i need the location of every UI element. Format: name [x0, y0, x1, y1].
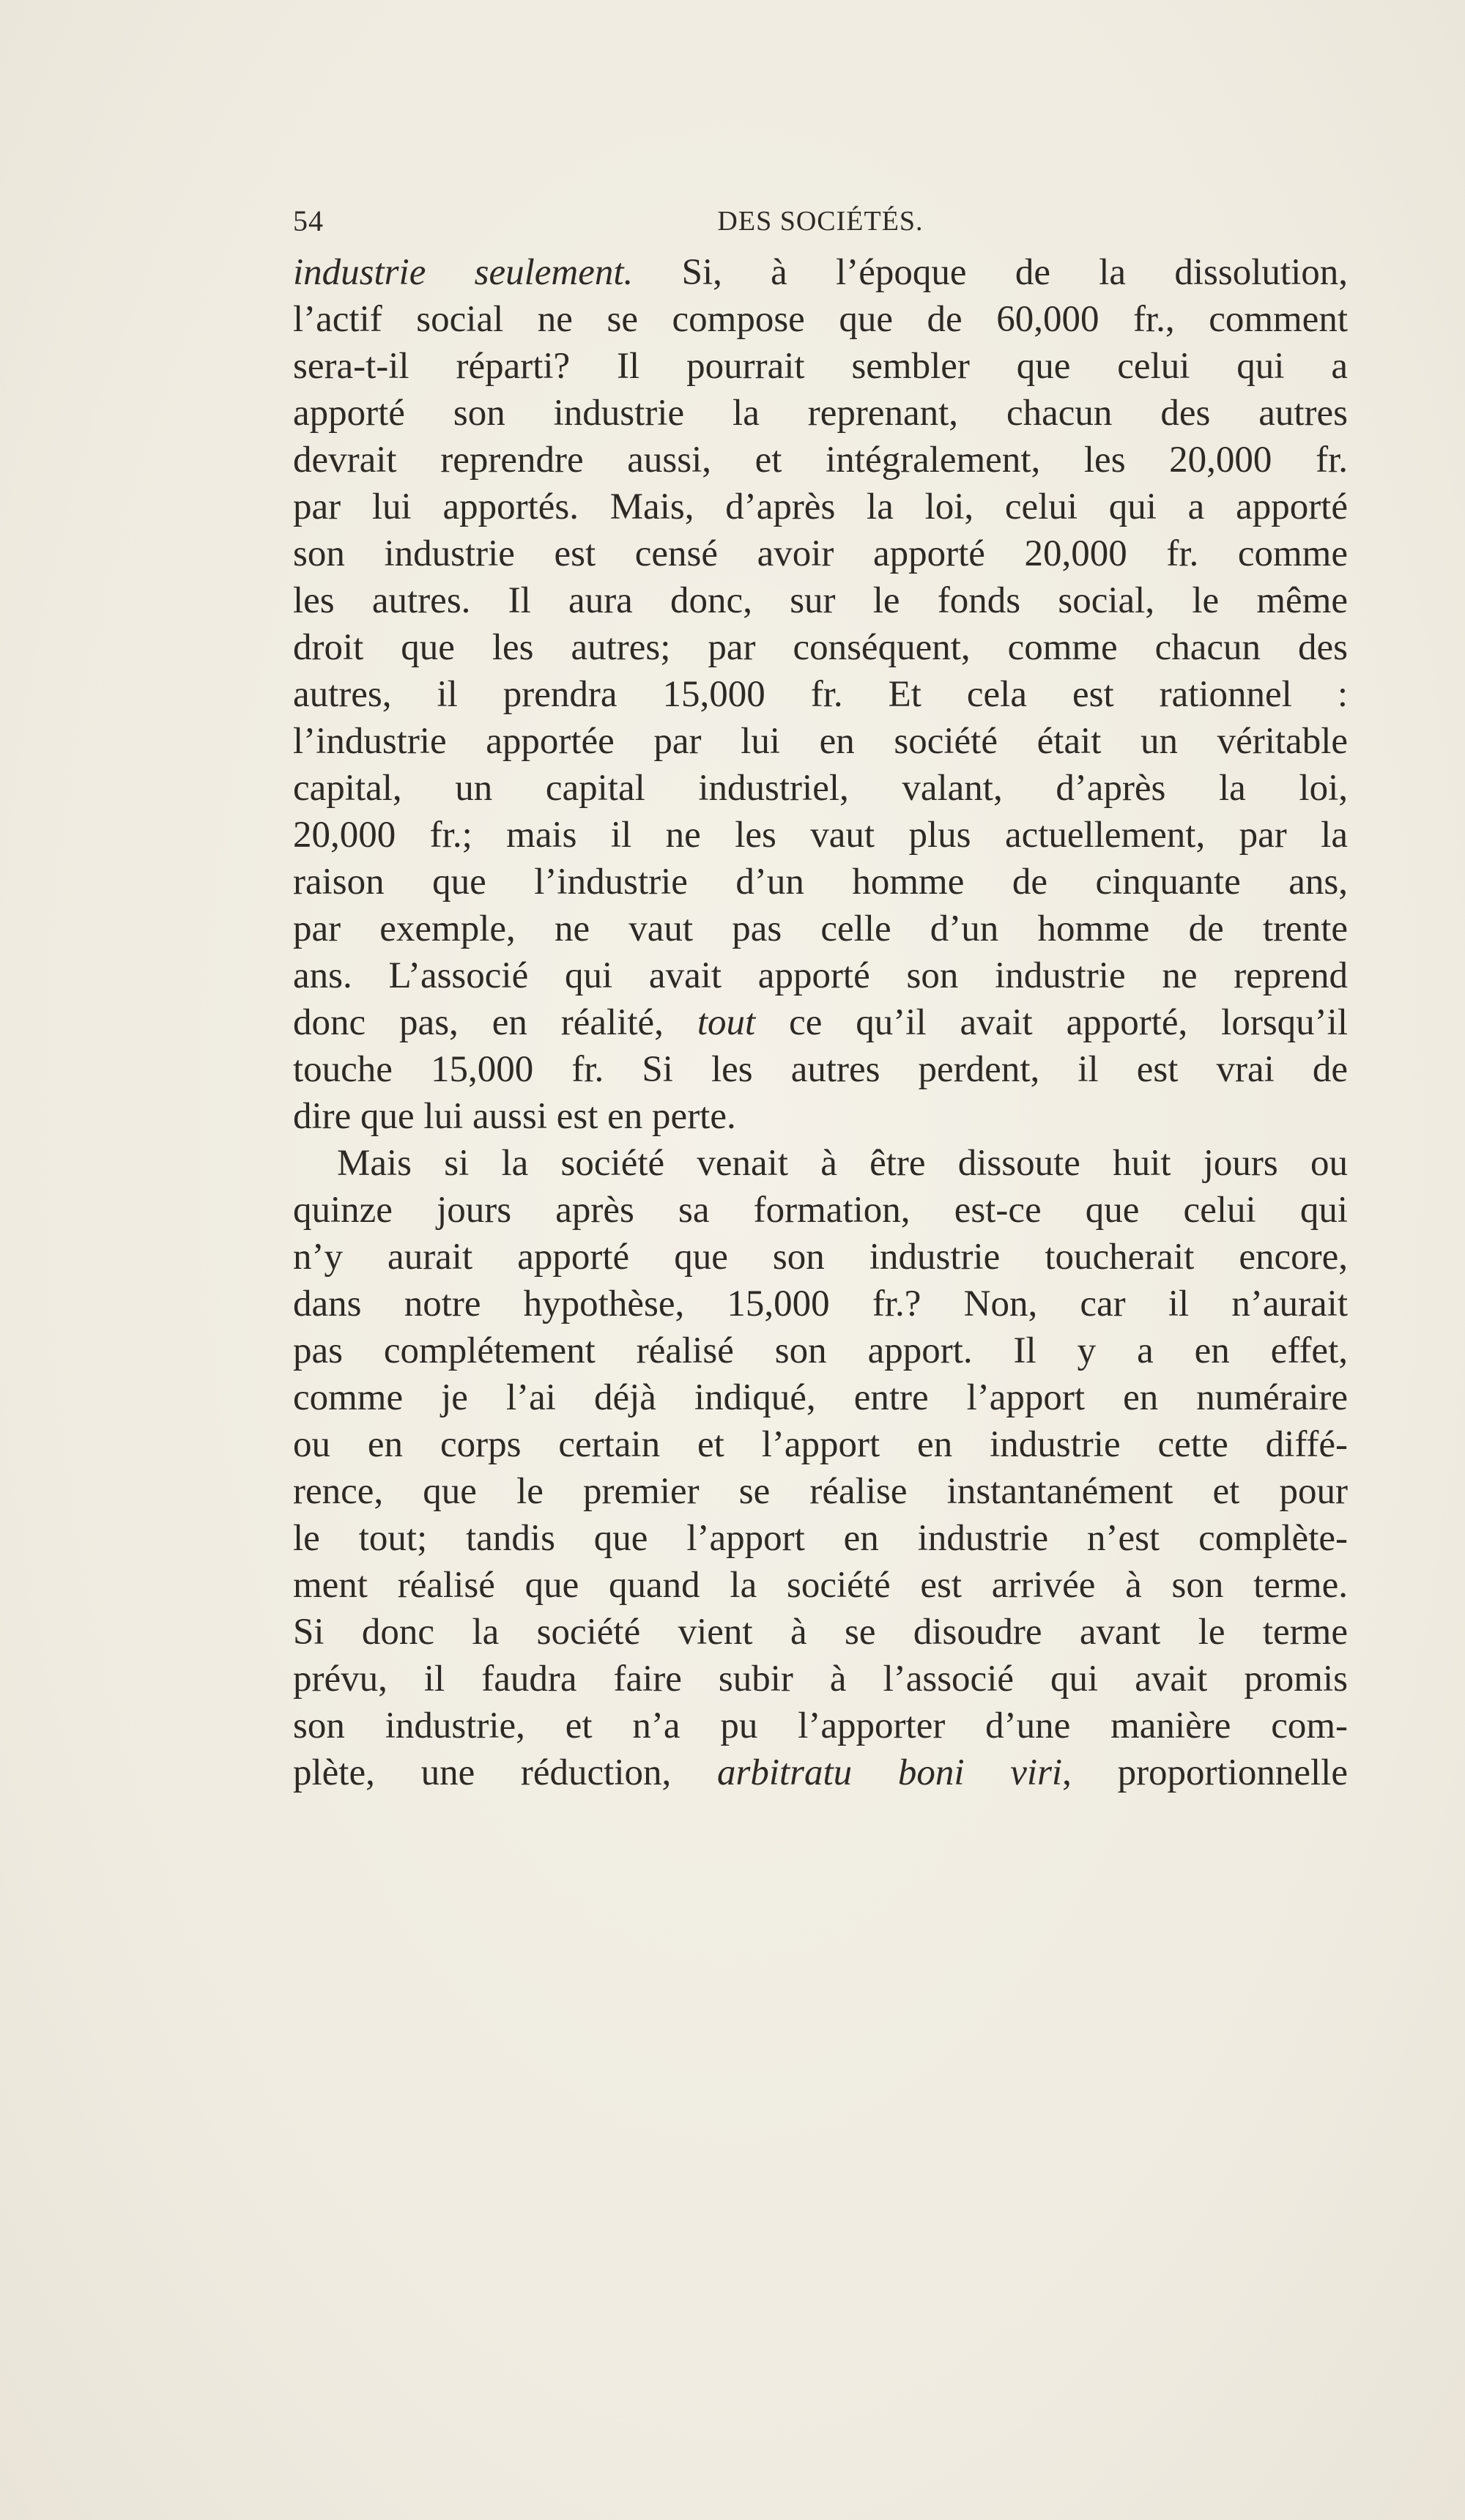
text-line: ans. L’associé qui avait apporté son industrie ne reprend — [293, 955, 1348, 996]
text-line: sera-t-il réparti? Il pourrait sembler que celui qui a — [293, 346, 1348, 387]
italic-text: industrie seulement. — [293, 252, 634, 293]
text-line: n’y aurait apporté que son industrie toucherait encore, — [293, 1237, 1348, 1278]
text-block — [293, 190, 1348, 1796]
paragraph-2 — [293, 1140, 1348, 1796]
paragraph-1 — [293, 249, 1348, 1140]
text-line: dire que lui aussi est en perte. — [293, 1096, 736, 1137]
text-line: prévu, il faudra faire subir à l’associé qui avait promis — [293, 1659, 1348, 1700]
text-line: les autres. Il aura donc, sur le fonds social, le même — [293, 580, 1348, 621]
page-number: 54 — [293, 204, 324, 237]
text-line: dans notre hypothèse, 15,000 fr.? Non, car il n’aurait — [293, 1283, 1348, 1324]
text-line: Mais si la société venait à être dissoute huit jours ou — [337, 1143, 1348, 1184]
text-line: donc pas, en réalité, tout ce qu’il avait apporté, lorsqu’il — [293, 1002, 1348, 1043]
italic-text: tout — [697, 1002, 756, 1043]
text-line: droit que les autres; par conséquent, comme chacun des — [293, 627, 1348, 668]
running-header — [293, 190, 1348, 249]
text-line: Si donc la société vient à se disoudre avant le terme — [293, 1612, 1348, 1653]
text-line: 20,000 fr.; mais il ne les vaut plus actuellement, par la — [293, 815, 1348, 856]
text-line: raison que l’industrie d’un homme de cinquante ans, — [293, 861, 1348, 903]
text-line: son industrie, et n’a pu l’apporter d’une manière com- — [293, 1705, 1348, 1746]
text-line: quinze jours après sa formation, est-ce que celui qui — [293, 1190, 1348, 1231]
text-line: l’actif social ne se compose que de 60,000 fr., comment — [293, 299, 1348, 340]
text-line: pas complétement réalisé son apport. Il y a en effet, — [293, 1330, 1348, 1371]
running-title: DES SOCIÉTÉS. — [717, 206, 924, 237]
text-line: ou en corps certain et l’apport en industrie cette diffé- — [293, 1424, 1348, 1465]
text-line: comme je l’ai déjà indiqué, entre l’apport en numéraire — [293, 1377, 1348, 1418]
text-line: par exemple, ne vaut pas celle d’un homme de trente — [293, 908, 1348, 949]
text-line: capital, un capital industriel, valant, d’après la loi, — [293, 768, 1348, 809]
italic-text: arbitratu boni viri — [716, 1752, 1063, 1793]
text-line: apporté son industrie la reprenant, chacun des autres — [293, 393, 1348, 434]
text-line: plète, une réduction, arbitratu boni viri, proportionnelle — [293, 1752, 1348, 1793]
text-line: industrie seulement. Si, à l’époque de la dissolution, — [293, 252, 1348, 293]
text-line: l’industrie apportée par lui en société était un véritable — [293, 721, 1348, 762]
text-line: rence, que le premier se réalise instantanément et pour — [293, 1471, 1348, 1512]
text-line: ment réalisé que quand la société est arrivée à son terme. — [293, 1565, 1348, 1606]
text-line: autres, il prendra 15,000 fr. Et cela est rationnel : — [293, 674, 1348, 715]
text-line: par lui apportés. Mais, d’après la loi, celui qui a apporté — [293, 486, 1348, 527]
text-line: le tout; tandis que l’apport en industrie n’est complète- — [293, 1518, 1348, 1559]
text-line: touche 15,000 fr. Si les autres perdent, il est vrai de — [293, 1049, 1348, 1090]
text-line: son industrie est censé avoir apporté 20,000 fr. comme — [293, 533, 1348, 574]
text-line: devrait reprendre aussi, et intégralement, les 20,000 fr. — [293, 440, 1348, 481]
